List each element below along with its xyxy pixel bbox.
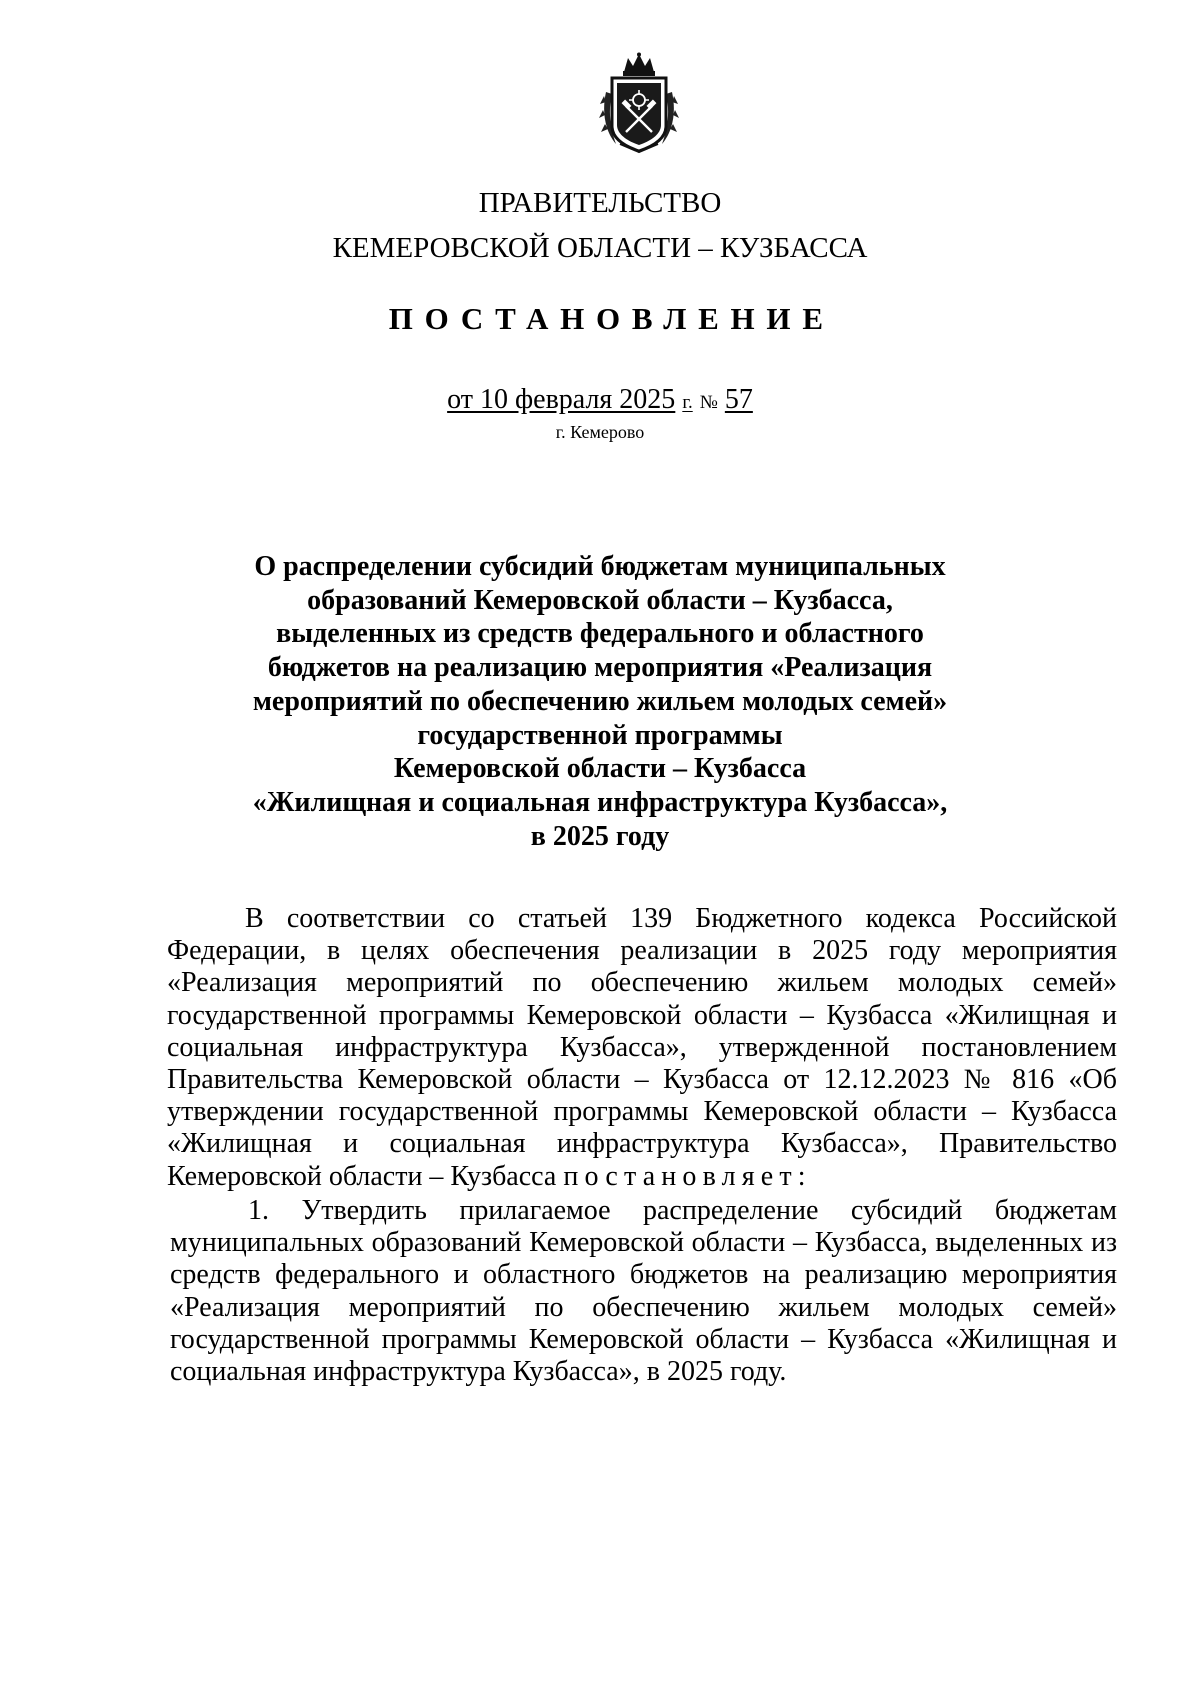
document-year-suffix: г. (682, 392, 693, 413)
document-number-sign: № (699, 392, 718, 413)
resolution-keyword: постановляет: (563, 1160, 812, 1192)
preamble-text: В соответствии со статьей 139 Бюджетного кодекса Российской Федерации, в целях обеспечения реализации в 2025 году мероприятия «Реализация мероприятий по обеспечению жильем молодых семей» государственной программы Кемеровской области – Кузбасса «Жилищная и социальная инфраструктура Кузбасса», утвержденной постановлением Правительства Кемеровской области – Кузбасса от 12.12.2023 № 816 «Об утверждении государственной программы Кемеровской области – Кузбасса «Жилищная и социальная инфраструктура Кузбасса», Правительство Кемеровской области – Кузбасса (167, 903, 1117, 1192)
title-line: Кемеровской области – Кузбасса (393, 753, 807, 785)
organization-name-line-1: ПРАВИТЕЛЬСТВО (478, 187, 722, 219)
document-date-number (0, 383, 1200, 420)
title-line: бюджетов на реализацию мероприятия «Реализация (267, 652, 933, 684)
title-line: государственной программы (417, 719, 783, 751)
coat-of-arms-icon (598, 52, 680, 154)
title-line: «Жилищная и социальная инфраструктура Кузбасса», (252, 786, 948, 818)
document-title (0, 550, 1200, 853)
title-line: образований Кемеровской области – Кузбасса, (307, 584, 893, 616)
title-line: в 2025 году (530, 820, 670, 852)
resolution-item-1: 1. Утвердить прилагаемое распределение субсидий бюджетам муниципальных образований Кемеровской области – Кузбасса, выделенных из средств федерального и областного бюджетов на реализацию мероприятия «Реализация мероприятий по обеспечению жильем молодых семей» государственной программы Кемеровской области – Кузбасса «Жилищная и социальная инфраструктура Кузбасса», в 2025 году. (170, 1195, 1117, 1388)
organization-name-line-2: КЕМЕРОВСКОЙ ОБЛАСТИ – КУЗБАССА (332, 232, 868, 264)
title-line: мероприятий по обеспечению жильем молодых семей» (252, 685, 948, 717)
document-city: г. Кемерово (555, 422, 645, 442)
document-number: 57 (724, 384, 753, 415)
preamble-paragraph (167, 903, 1117, 1193)
document-type: ПОСТАНОВЛЕНИЕ (388, 301, 835, 336)
title-line: выделенных из средств федерального и областного (276, 618, 924, 650)
title-line: О распределении субсидий бюджетам муниципальных (254, 551, 946, 582)
document-date: от 10 февраля 2025 (447, 384, 676, 415)
